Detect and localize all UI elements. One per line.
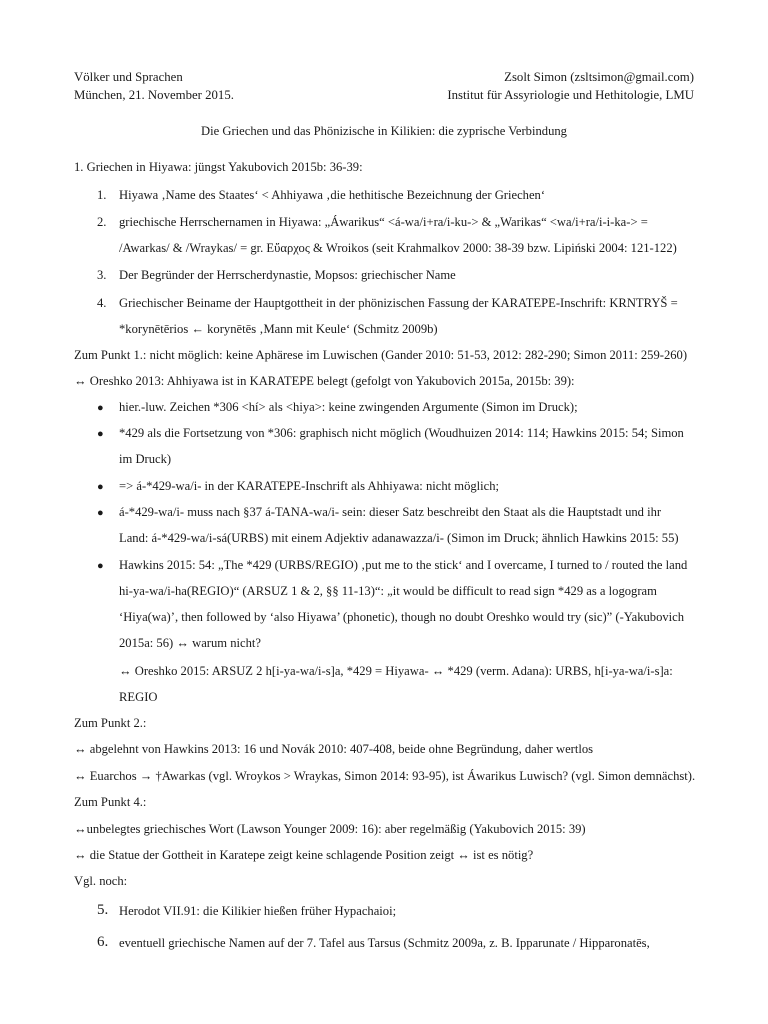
header-row-1 xyxy=(74,70,694,85)
header-right-line2: Institut für Assyriologie und Hethitologie, LMU xyxy=(447,88,694,102)
bullet-icon: ● xyxy=(97,481,104,493)
bullet-5-line-1: Hawkins 2015: 54: „The *429 (URBS/REGIO) ‚put me to the stick‘ and I overcame, I turned to / routed the land xyxy=(119,558,688,572)
bullet-3-line-1: => á-*429-wa/i- in der KARATEPE-Inschrift als Ahhiyawa: nicht möglich; xyxy=(119,479,500,493)
header-row-2 xyxy=(74,88,694,103)
item-number: 6. xyxy=(97,934,109,950)
punkt4-line-3: Vgl. noch: xyxy=(74,874,128,888)
bullet-5-line-3: ‘Hiya(wa)’, then followed by ‘also Hiyawa’ (phonetic), though no doubt Oreshko would try (sic)” (-Yakubovich xyxy=(119,610,685,624)
punkt2-line-1: ↔ abgelehnt von Hawkins 2013: 16 und Novák 2010: 407-408, beide ohne Begründung, daher wertlos xyxy=(74,742,594,756)
punkt4-heading: Zum Punkt 4.: xyxy=(74,795,147,809)
bullet-5-line-4: 2015a: 56) ↔ warum nicht? xyxy=(119,636,261,650)
item-2-line-2: /Awarkas/ & /Wraykas/ = gr. Εὔαρχος & Wroikos (seit Krahmalkov 2000: 38-39 bzw. Lipiński 2004: 121-122) xyxy=(119,241,677,255)
item-3-line-1: Der Begründer der Herrscherdynastie, Mopsos: griechischer Name xyxy=(119,268,456,282)
item-4-line-2: *korynētērios ← korynētēs ‚Mann mit Keule‘ (Schmitz 2009b) xyxy=(119,322,438,336)
bullet-icon: ● xyxy=(97,402,104,414)
item-2-line-1: griechische Herrschernamen in Hiyawa: „Áwarikus“ <á-wa/i+ra/i-ku-> & „Warikas“ <wa/i+ra/i-i-ka-> = xyxy=(119,215,648,229)
punkt4-line-1: ↔unbelegtes griechisches Wort (Lawson Younger 2009: 16): aber regelmäßig (Yakubovich 2015: 39) xyxy=(74,822,586,836)
header-right-line1: Zsolt Simon (zsltsimon@gmail.com) xyxy=(504,70,694,84)
vgl-item-6: eventuell griechische Namen auf der 7. Tafel aus Tarsus (Schmitz 2009a, z. B. Ipparunate / Hipparonatēs, xyxy=(119,936,650,950)
bullet-icon: ● xyxy=(97,507,104,519)
bullet-1-line-1: hier.-luw. Zeichen *306 <hí> als <hiya>: keine zwingenden Argumente (Simon im Druck); xyxy=(119,400,578,414)
item-number: 5. xyxy=(97,902,109,918)
bullet-2-line-1: *429 als die Fortsetzung von *306: graphisch nicht möglich (Woudhuizen 2014: 114; Hawkins 2015: 54; Simon xyxy=(119,426,684,440)
section1-heading: 1. Griechen in Hiyawa: jüngst Yakubovich 2015b: 36-39: xyxy=(74,160,363,174)
header-left-line1: Völker und Sprachen xyxy=(74,70,183,84)
bullet-icon: ● xyxy=(97,428,104,440)
item-1-line-1: Hiyawa ‚Name des Staates‘ < Ahhiyawa ‚die hethitische Bezeichnung der Griechen‘ xyxy=(119,188,546,202)
header-left-line2: München, 21. November 2015. xyxy=(74,88,234,102)
item-number: 1. xyxy=(97,188,107,202)
item-number: 4. xyxy=(97,296,107,310)
bullet-5-line-2: hi-ya-wa/i-ha(REGIO)“ (ARSUZ 1 & 2, §§ 11-13)“: „it would be difficult to read sign *429 as a logogram xyxy=(119,584,657,598)
vgl-item-5: Herodot VII.91: die Kilikier hießen früher Hypachaioi; xyxy=(119,904,397,918)
item-4-line-1: Griechischer Beiname der Hauptgottheit in der phönizischen Fassung der KARATEPE-Inschrift: KRNTRYŠ = xyxy=(119,296,678,310)
bullet-4-line-1: á-*429-wa/i- muss nach §37 á-TANA-wa/i- sein: dieser Satz beschreibt den Staat als die Hauptstadt und ihr xyxy=(119,505,662,519)
bullet-icon: ● xyxy=(97,560,104,572)
punkt2-line-2: ↔ Euarchos → †Awarkas (vgl. Wroykos > Wraykas, Simon 2014: 93-95), ist Áwarikus Luwisch? (vgl. Simon demnächst). xyxy=(74,769,696,783)
bullet-5-line-6: REGIO xyxy=(119,690,158,704)
item-number: 2. xyxy=(97,215,107,229)
item-number: 3. xyxy=(97,268,107,282)
document-title: Die Griechen und das Phönizische in Kilikien: die zyprische Verbindung xyxy=(201,124,567,138)
punkt2-heading: Zum Punkt 2.: xyxy=(74,716,147,730)
punkt1-line-1: Zum Punkt 1.: nicht möglich: keine Aphärese im Luwischen (Gander 2010: 51-53, 2012: 282-290; Simon 2011: 259-260) xyxy=(74,348,688,362)
bullet-2-line-2: im Druck) xyxy=(119,452,172,466)
bullet-5-line-5: ↔ Oreshko 2015: ARSUZ 2 h[i-ya-wa/i-s]a, *429 = Hiyawa- ↔ *429 (verm. Adana): URBS, h[i-ya-wa/i-s]a: xyxy=(119,664,673,678)
punkt1-line-2: ↔ Oreshko 2013: Ahhiyawa ist in KARATEPE belegt (gefolgt von Yakubovich 2015a, 2015b: 39): xyxy=(74,374,575,388)
punkt4-line-2: ↔ die Statue der Gottheit in Karatepe zeigt keine schlagende Position zeigt ↔ ist es nötig? xyxy=(74,848,534,862)
bullet-4-line-2: Land: á-*429-wa/i-sá(URBS) mit einem Adjektiv adanawazza/i- (Simon im Druck; ähnlich Hawkins 2015: 55) xyxy=(119,531,679,545)
